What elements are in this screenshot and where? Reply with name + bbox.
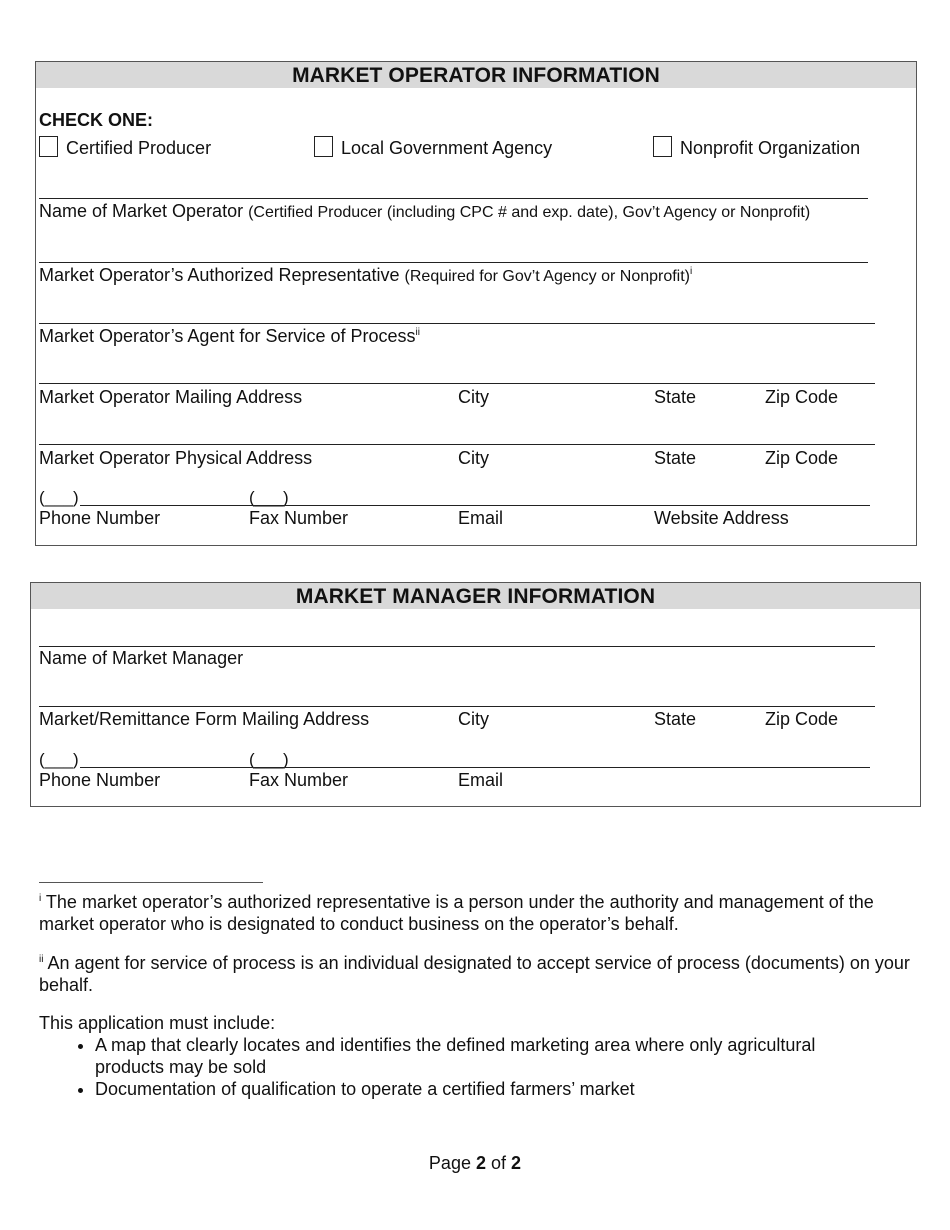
operator-mailing-line[interactable] [39,383,875,384]
manager-phone-label: Phone Number [39,770,161,790]
operator-name-label: Name of Market Operator (Certified Producer (including CPC # and exp. date), Gov’t Agency or Nonprofit) [39,201,811,221]
nonprofit-organization-label: Nonprofit Organization [680,138,861,158]
operator-email-label: Email [458,508,504,528]
operator-physical-line[interactable] [39,444,875,445]
manager-phone-area-code[interactable]: (___) [39,750,79,769]
operator-physical-state-label: State [654,448,697,468]
footnote-authorized-representative: $^i$ The market operator’s authorized representative is a person under the authority and management of the market operator who is designated to conduct business on the operator’s behalf. [39,892,874,934]
local-government-agency-checkbox[interactable] [314,136,333,157]
market-operator-section [35,61,917,546]
manager-name-label: Name of Market Manager [39,648,244,668]
operator-fax-area-code[interactable]: (___) [249,488,289,507]
page-number: Page 2 of 2 [428,1153,522,1173]
agent-service-label: Market Operator’s Agent for Service of Process$^{ii}$ [39,326,420,346]
requirements-intro: This application must include: [39,1013,276,1033]
certified-producer-label: Certified Producer [66,138,212,158]
market-operator-title: MARKET OPERATOR INFORMATION [36,62,916,88]
manager-mailing-label: Market/Remittance Form Mailing Address [39,709,370,729]
manager-email-label: Email [458,770,504,790]
agent-service-line[interactable] [39,323,875,324]
authorized-representative-line[interactable] [39,262,868,263]
operator-website-label: Website Address [654,508,789,528]
operator-physical-city-label: City [458,448,489,468]
manager-name-line[interactable] [39,646,875,647]
operator-fax-label: Fax Number [249,508,349,528]
operator-mailing-label: Market Operator Mailing Address [39,387,303,407]
operator-physical-zip-label: Zip Code [765,448,839,468]
footnote-agent-service: $^{ii}$ An agent for service of process is an individual designated to accept service of process (documents) on your behalf. [39,953,910,995]
manager-zip-label: Zip Code [765,709,839,729]
market-manager-title: MARKET MANAGER INFORMATION [31,583,920,609]
manager-contact-line[interactable] [80,767,870,768]
operator-phone-area-code[interactable]: (___) [39,488,79,507]
footnote-separator [39,882,263,883]
requirements-list [39,1034,869,1100]
operator-phone-label: Phone Number [39,508,161,528]
local-government-agency-label: Local Government Agency [341,138,553,158]
check-one-label: CHECK ONE: [39,110,154,130]
operator-physical-label: Market Operator Physical Address [39,448,313,468]
manager-mailing-line[interactable] [39,706,875,707]
manager-state-label: State [654,709,697,729]
requirement-item: • Documentation of qualification to operate a certified farmers’ market [95,1078,869,1100]
manager-fax-area-code[interactable]: (___) [249,750,289,769]
operator-mailing-zip-label: Zip Code [765,387,839,407]
certified-producer-checkbox[interactable] [39,136,58,157]
operator-mailing-city-label: City [458,387,489,407]
nonprofit-organization-checkbox[interactable] [653,136,672,157]
authorized-representative-label: Market Operator’s Authorized Representative (Required for Gov’t Agency or Nonprofit)$^i$ [39,265,693,285]
manager-city-label: City [458,709,489,729]
requirement-item: • A map that clearly locates and identifies the defined marketing area where only agricultural products may be sold [95,1034,869,1078]
operator-mailing-state-label: State [654,387,697,407]
manager-fax-label: Fax Number [249,770,349,790]
operator-contact-line[interactable] [80,505,870,506]
operator-name-line[interactable] [39,198,868,199]
